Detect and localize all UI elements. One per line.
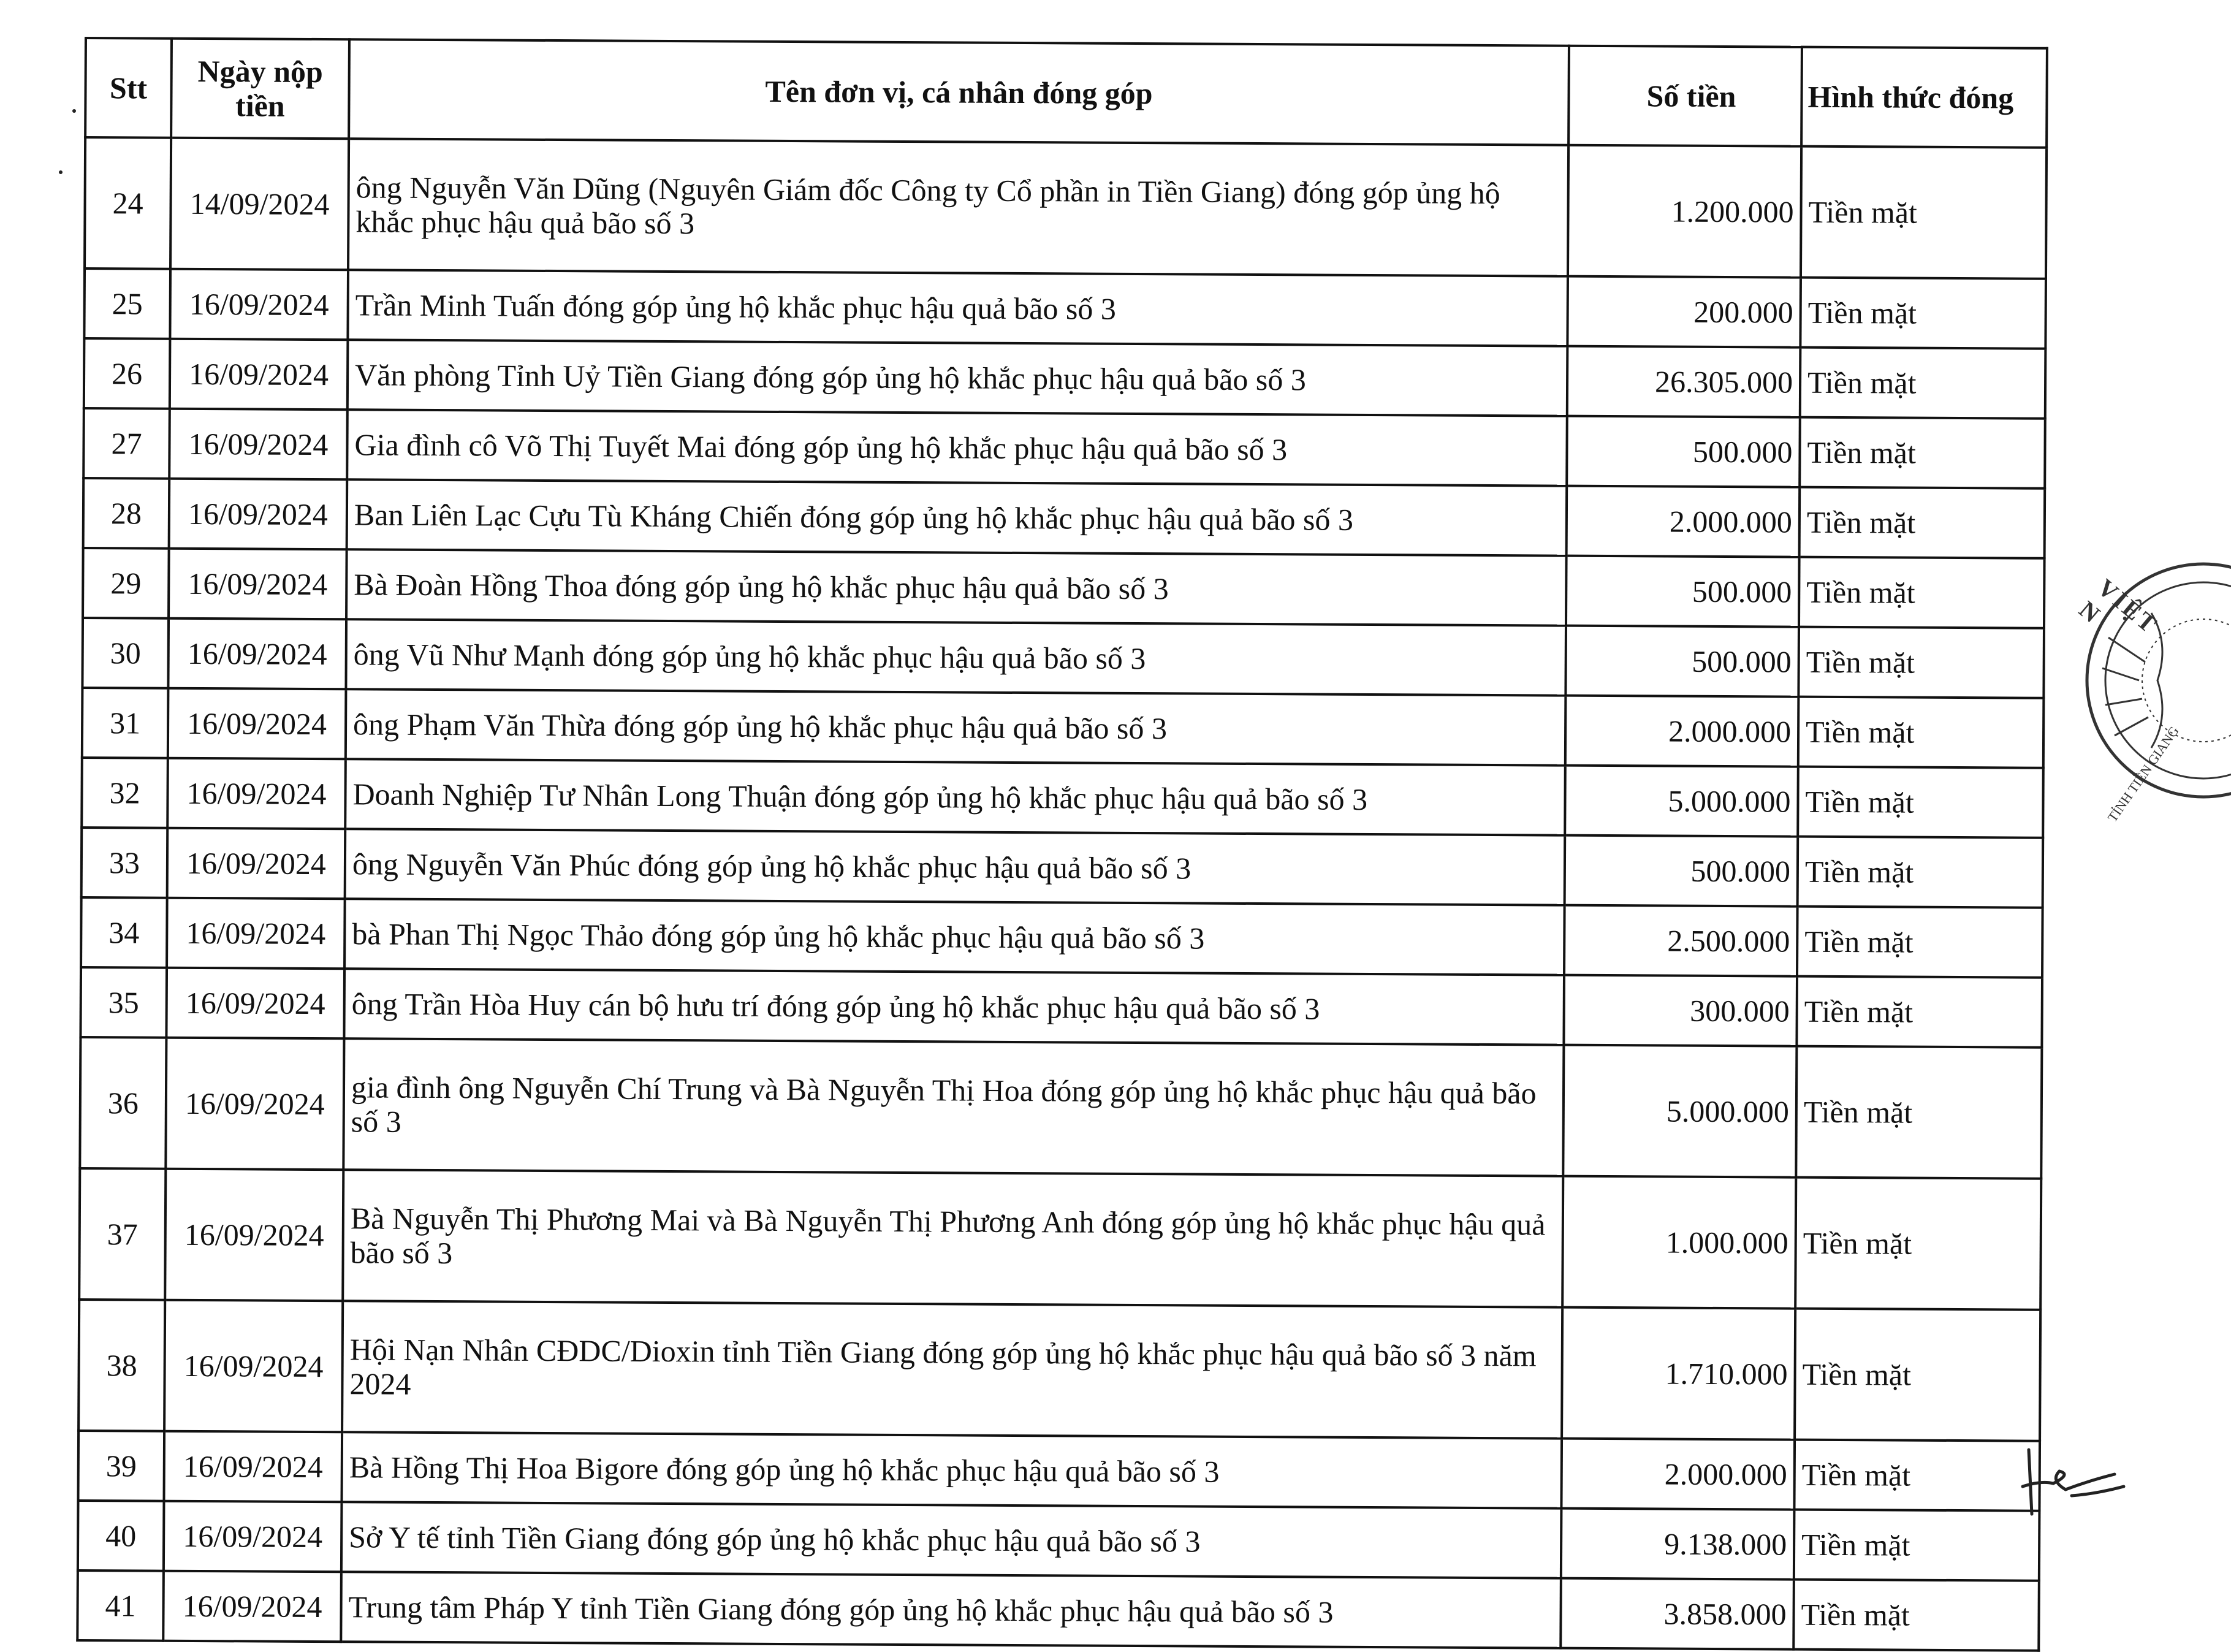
row-contributor: Gia đình cô Võ Thị Tuyết Mai đóng góp ủng hộ khắc phục hậu quả bão số 3 xyxy=(347,409,1567,485)
table-row xyxy=(82,828,2043,908)
row-stt: 30 xyxy=(82,618,169,688)
row-payment-method: Tiền mặt xyxy=(1800,348,2046,419)
row-payment-method: Tiền mặt xyxy=(1798,697,2044,768)
row-payment-method: Tiền mặt xyxy=(1801,147,2047,279)
margin-dot xyxy=(59,170,63,174)
row-stt: 41 xyxy=(77,1570,164,1641)
row-contributor: ông Trần Hòa Huy cán bộ hưu trí đóng góp ủng hộ khắc phục hậu quả bão số 3 xyxy=(344,969,1564,1045)
row-payment-method: Tiền mặt xyxy=(1795,1309,2040,1441)
row-payment-method: Tiền mặt xyxy=(1794,1510,2040,1581)
row-date: 16/09/2024 xyxy=(164,1431,342,1502)
row-date: 16/09/2024 xyxy=(166,968,344,1039)
row-contributor: ông Phạm Văn Thừa đóng góp ủng hộ khắc phục hậu quả bão số 3 xyxy=(346,689,1566,765)
header-contributor: Tên đơn vị, cá nhân đóng góp xyxy=(349,39,1569,145)
row-stt: 38 xyxy=(78,1300,165,1431)
row-payment-method: Tiền mặt xyxy=(1799,557,2045,628)
header-amount: Số tiền xyxy=(1568,46,1802,147)
row-contributor: Bà Đoàn Hồng Thoa đóng góp ủng hộ khắc phục hậu quả bão số 3 xyxy=(346,549,1567,625)
row-amount: 200.000 xyxy=(1567,276,1801,348)
row-contributor: Hội Nạn Nhân CĐDC/Dioxin tỉnh Tiền Giang đóng góp ủng hộ khắc phục hậu quả bão số 3 năm 2024 xyxy=(342,1301,1562,1438)
row-stt: 39 xyxy=(78,1431,164,1501)
row-contributor: gia đình ông Nguyễn Chí Trung và Bà Nguyễn Thị Hoa đóng góp ủng hộ khắc phục hậu quả bão số 3 xyxy=(343,1038,1564,1176)
row-payment-method: Tiền mặt xyxy=(1796,976,2042,1048)
row-payment-method: Tiền mặt xyxy=(1800,487,2045,558)
row-stt: 24 xyxy=(85,137,171,269)
row-amount: 500.000 xyxy=(1567,416,1800,487)
row-contributor: Bà Nguyễn Thị Phương Mai và Bà Nguyễn Thị Phương Anh đóng góp ủng hộ khắc phục hậu quả bão số 3 xyxy=(343,1170,1563,1307)
row-date: 16/09/2024 xyxy=(165,1169,343,1301)
row-stt: 27 xyxy=(83,408,170,479)
row-date: 16/09/2024 xyxy=(170,339,348,410)
row-amount: 3.858.000 xyxy=(1560,1578,1794,1650)
row-date: 16/09/2024 xyxy=(164,1300,343,1433)
row-amount: 26.305.000 xyxy=(1567,346,1801,417)
row-stt: 33 xyxy=(82,828,168,898)
row-stt: 28 xyxy=(83,478,170,549)
row-date: 16/09/2024 xyxy=(167,828,346,899)
table-row xyxy=(80,967,2042,1048)
row-amount: 2.500.000 xyxy=(1564,905,1798,976)
row-contributor: ông Nguyễn Văn Phúc đóng góp ủng hộ khắc phục hậu quả bão số 3 xyxy=(345,829,1565,905)
table-row xyxy=(83,478,2045,558)
row-contributor: Trung tâm Pháp Y tỉnh Tiền Giang đóng góp ủng hộ khắc phục hậu quả bão số 3 xyxy=(341,1572,1561,1648)
row-stt: 36 xyxy=(80,1037,166,1169)
row-amount: 2.000.000 xyxy=(1561,1439,1795,1510)
table-row xyxy=(85,137,2047,279)
row-date: 16/09/2024 xyxy=(170,269,348,340)
row-payment-method: Tiền mặt xyxy=(1793,1580,2039,1651)
row-payment-method: Tiền mặt xyxy=(1796,1046,2042,1179)
row-stt: 34 xyxy=(81,897,167,968)
row-payment-method: Tiền mặt xyxy=(1798,767,2043,838)
table-row xyxy=(83,548,2045,628)
row-contributor: Doanh Nghiệp Tư Nhân Long Thuận đóng góp ủng hộ khắc phục hậu quả bão số 3 xyxy=(345,759,1565,835)
table-row xyxy=(84,338,2046,419)
table-body xyxy=(77,137,2047,1651)
row-amount: 2.000.000 xyxy=(1567,486,1800,557)
row-amount: 2.000.000 xyxy=(1565,696,1799,767)
table-header-row xyxy=(85,38,2047,148)
row-date: 16/09/2024 xyxy=(168,688,346,759)
row-date: 16/09/2024 xyxy=(168,619,346,690)
row-amount: 500.000 xyxy=(1565,626,1799,697)
row-date: 16/09/2024 xyxy=(169,549,347,620)
row-amount: 500.000 xyxy=(1566,556,1800,627)
row-payment-method: Tiền mặt xyxy=(1795,1178,2041,1310)
row-contributor: Văn phòng Tỉnh Uỷ Tiền Giang đóng góp ủng hộ khắc phục hậu quả bão số 3 xyxy=(348,340,1568,416)
row-date: 16/09/2024 xyxy=(169,409,348,480)
table-row xyxy=(82,688,2044,768)
row-payment-method: Tiền mặt xyxy=(1797,907,2043,978)
row-date: 14/09/2024 xyxy=(170,138,349,270)
row-contributor: Bà Hồng Thị Hoa Bigore đóng góp ủng hộ khắc phục hậu quả bão số 3 xyxy=(341,1432,1562,1508)
donation-ledger-table xyxy=(76,37,2048,1652)
table-row xyxy=(79,1168,2041,1310)
table-row xyxy=(78,1501,2040,1581)
row-payment-method: Tiền mặt xyxy=(1794,1440,2040,1511)
row-stt: 32 xyxy=(82,758,168,828)
row-stt: 25 xyxy=(84,268,170,339)
row-payment-method: Tiền mặt xyxy=(1798,627,2044,698)
row-date: 16/09/2024 xyxy=(163,1571,341,1642)
row-amount: 1.710.000 xyxy=(1562,1308,1795,1440)
table-row xyxy=(78,1300,2040,1441)
table-row xyxy=(82,618,2044,698)
row-amount: 5.000.000 xyxy=(1563,1045,1796,1178)
seal-text-top: VIỆT N xyxy=(2073,573,2164,639)
row-stt: 26 xyxy=(84,338,170,409)
row-amount: 300.000 xyxy=(1564,975,1797,1046)
header-payment-method: Hình thức đóng xyxy=(1801,47,2047,148)
seal-text-bottom: TỈNH TIỀN GIANG xyxy=(2104,723,2182,825)
row-contributor: Trần Minh Tuấn đóng góp ủng hộ khắc phục hậu quả bão số 3 xyxy=(348,270,1568,346)
row-stt: 29 xyxy=(83,548,169,619)
row-date: 16/09/2024 xyxy=(167,898,345,969)
row-date: 16/09/2024 xyxy=(167,758,346,829)
table-row xyxy=(81,897,2043,978)
row-amount: 1.200.000 xyxy=(1568,145,1801,278)
row-stt: 37 xyxy=(79,1168,165,1300)
row-stt: 31 xyxy=(82,688,169,758)
table-row xyxy=(84,268,2046,349)
row-amount: 9.138.000 xyxy=(1561,1509,1795,1580)
table-row xyxy=(80,1037,2042,1179)
row-stt: 35 xyxy=(80,967,167,1038)
row-payment-method: Tiền mặt xyxy=(1798,837,2043,908)
row-date: 16/09/2024 xyxy=(165,1038,344,1170)
table-row xyxy=(83,408,2045,489)
row-date: 16/09/2024 xyxy=(164,1501,342,1572)
row-contributor: Sở Y tế tỉnh Tiền Giang đóng góp ủng hộ khắc phục hậu quả bão số 3 xyxy=(341,1502,1562,1578)
row-payment-method: Tiền mặt xyxy=(1800,417,2045,489)
header-stt: Stt xyxy=(85,38,172,138)
row-contributor: Ban Liên Lạc Cựu Tù Kháng Chiến đóng góp ủng hộ khắc phục hậu quả bão số 3 xyxy=(347,479,1567,555)
table-row xyxy=(78,1431,2040,1511)
row-contributor: bà Phan Thị Ngọc Thảo đóng góp ủng hộ khắc phục hậu quả bão số 3 xyxy=(344,899,1565,975)
table-row xyxy=(77,1570,2039,1651)
table-row xyxy=(82,758,2043,838)
row-amount: 5.000.000 xyxy=(1565,766,1798,837)
margin-dot xyxy=(72,109,76,113)
row-amount: 500.000 xyxy=(1565,836,1798,907)
row-contributor: ông Vũ Như Mạnh đóng góp ủng hộ khắc phục hậu quả bão số 3 xyxy=(346,619,1566,695)
row-contributor: ông Nguyễn Văn Dũng (Nguyên Giám đốc Công ty Cổ phần in Tiền Giang) đóng góp ủng hộ khắc phục hậu quả bão số 3 xyxy=(348,139,1568,276)
handwritten-signature-icon xyxy=(2016,1437,2139,1517)
row-stt: 40 xyxy=(78,1501,164,1571)
header-date: Ngày nộp tiền xyxy=(171,39,349,139)
row-date: 16/09/2024 xyxy=(169,479,348,550)
row-payment-method: Tiền mặt xyxy=(1800,278,2046,349)
row-amount: 1.000.000 xyxy=(1562,1176,1796,1309)
